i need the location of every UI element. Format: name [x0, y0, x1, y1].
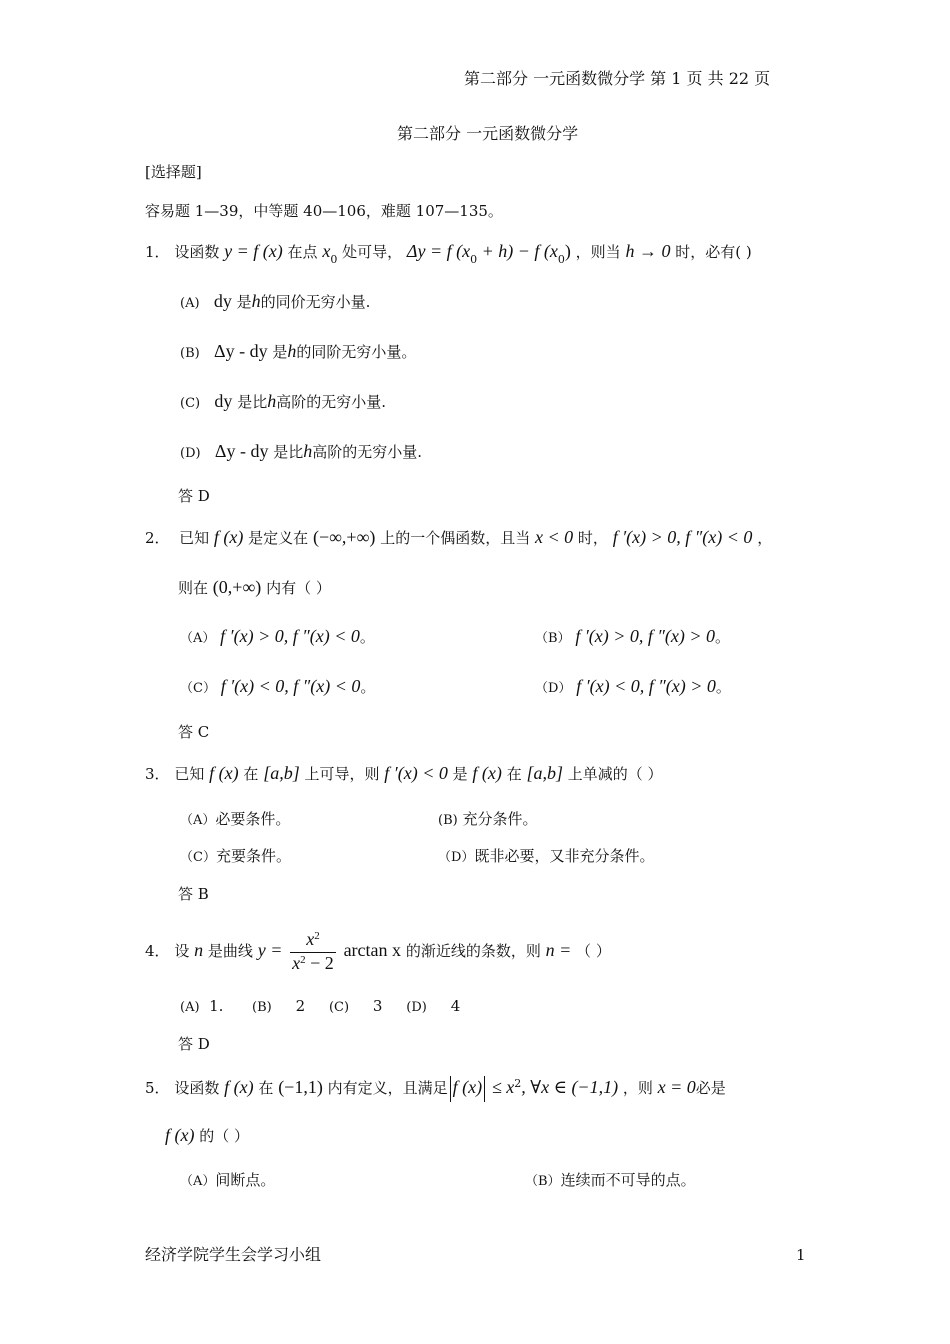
question-5-stem: 5． 设函数 f (x) 在 (−1,1) 内有定义，且满足 f $(x) \le x^2$, ∀x ∈ (−1,1) ，则 x = 0必是 [145, 1072, 726, 1105]
q4-fraction [290, 929, 336, 976]
q2-answer: 答 C [178, 723, 210, 741]
q4-options: (A) 1. (B) 2 (C) 3 (D) 4 [180, 997, 461, 1015]
q4-answer: 答 D [178, 1035, 210, 1053]
q2-option-c: （C） f ′(x) < 0, f ″(x) < 0。 [180, 676, 376, 696]
question-5-stem-line2: f (x) 的（ ） [165, 1125, 250, 1145]
question-4-stem: 4． 设 n 是曲线 y = $\frac{x^2}{x^2 - 2}$ arctan x 的渐近线的条数，则 n = （ ） [145, 927, 611, 976]
footer-page-number: 1 [796, 1246, 806, 1264]
q2-option-b: （B） f ′(x) > 0, f ″(x) > 0。 [535, 626, 731, 646]
q2-option-a: （A） f ′(x) > 0, f ″(x) < 0。 [180, 626, 375, 646]
page-title: 第二部分 一元函数微分学 [397, 124, 579, 143]
q1-number: 1． [145, 243, 170, 261]
q1-option-d: (D) Δy - dy 是比h高阶的无穷小量. [180, 441, 423, 461]
q4-numerator: $x^2$ [306, 928, 320, 949]
question-2-stem-line2: 则在 (0,+∞) 内有（ ） [178, 577, 331, 597]
q2-option-d: （D） f ′(x) < 0, f ″(x) > 0。 [535, 676, 731, 696]
q1-option-b: (B) Δy - dy 是h的同阶无穷小量。 [180, 341, 417, 361]
q1-answer: 答 D [178, 487, 210, 505]
question-1-stem: 1． 设函数 y = f (x) 在点 $x_0$ 处可导， Δy = f $(x_0 + h) - f$ $(x_0)$ ，则当 h → 0 时，必有( ) [145, 241, 752, 266]
q4-denominator: $x^2 - 2$ [290, 952, 336, 976]
q1-option-a: (A) dy 是h的同价无穷小量. [180, 291, 371, 311]
abs-bar-left [450, 1076, 451, 1102]
q1-math: y = f (x) [224, 241, 283, 261]
q3-option-d: （D）既非必要，又非充分条件。 [438, 847, 655, 865]
question-3-stem: 3． 已知 f (x) 在 [a,b] 上可导，则 f ′(x) < 0 是 f (x) 在 [a,b] 上单减的（ ） [145, 763, 663, 783]
section-label: [选择题] [145, 163, 202, 181]
running-header: 第二部分 一元函数微分学 第 1 页 共 22 页 [464, 69, 771, 88]
q5-option-a: （A）间断点。 [180, 1171, 276, 1189]
q3-answer: 答 B [178, 885, 209, 903]
q1-option-c: (C) dy 是比h高阶的无穷小量. [180, 391, 386, 411]
difficulty-note: 容易题 1—39，中等题 40—106，难题 107—135。 [145, 202, 503, 220]
question-2-stem: 2． 已知 f (x) 是定义在 (−∞,+∞) 上的一个偶函数，且当 x < 0 时， f ′(x) > 0, f ″(x) < 0 ， [145, 527, 773, 547]
abs-bar-right [484, 1076, 485, 1102]
q5-option-b: （B）连续而不可导的点。 [525, 1171, 696, 1189]
q3-option-c: （C）充要条件。 [180, 847, 291, 865]
q3-option-b: (B) 充分条件。 [438, 810, 538, 828]
footer-org: 经济学院学生会学习小组 [145, 1245, 322, 1264]
q3-option-a: （A）必要条件。 [180, 810, 291, 828]
